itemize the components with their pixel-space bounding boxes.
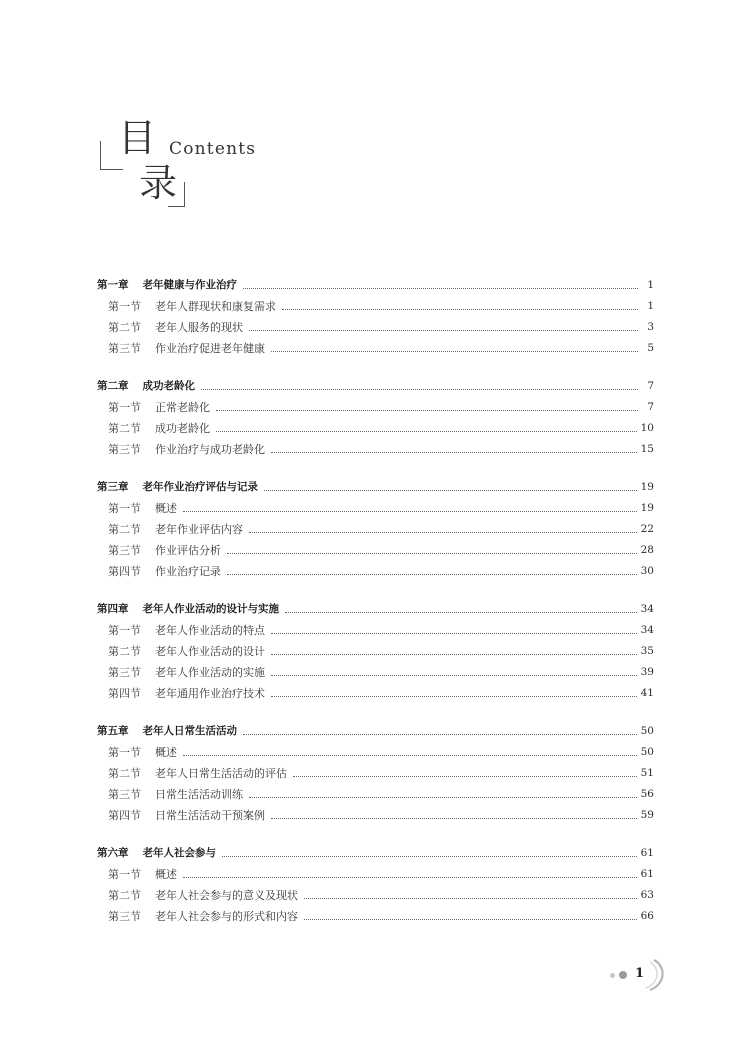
dot-leader: [227, 568, 637, 575]
dot-leader: [201, 383, 638, 390]
chapter-entry-page: 1: [647, 279, 654, 291]
section-entry-title: 老年人社会参与的意义及现状: [155, 889, 298, 902]
section-entry-page: 10: [640, 422, 654, 434]
heading-char-2: 录: [139, 161, 178, 205]
dot-leader: [271, 690, 637, 697]
section-entry-number: 第三节: [108, 910, 141, 923]
section-entry[interactable]: [97, 742, 654, 763]
section-entry-title: 概述: [155, 746, 177, 759]
section-entry-page: 41: [640, 687, 654, 699]
section-entry[interactable]: [97, 540, 654, 561]
chapter-entry[interactable]: [97, 376, 654, 397]
chapter-block: [97, 477, 654, 582]
section-entry-number: 第三节: [108, 342, 141, 355]
section-entry-title: 老年人作业活动的特点: [155, 624, 265, 637]
section-entry[interactable]: [97, 885, 654, 906]
dot-leader: [271, 345, 638, 352]
dot-leader: [304, 913, 637, 920]
chapter-entry-number: 第六章: [97, 847, 129, 859]
section-entry[interactable]: [97, 498, 654, 519]
chapter-entry-title: 老年人作业活动的设计与实施: [142, 603, 279, 615]
section-entry-page: 5: [647, 342, 654, 354]
section-entry[interactable]: [97, 864, 654, 885]
section-entry-title: 日常生活活动训练: [155, 788, 243, 801]
section-entry-title: 作业治疗促进老年健康: [155, 342, 265, 355]
section-entry-page: 63: [640, 889, 654, 901]
chapter-entry-page: 50: [640, 725, 654, 737]
dot-leader: [271, 627, 637, 634]
section-entry-title: 老年人作业活动的实施: [155, 666, 265, 679]
chapter-entry-number: 第三章: [97, 481, 129, 493]
chapter-entry-title: 老年作业治疗评估与记录: [142, 481, 258, 493]
section-entry[interactable]: [97, 620, 654, 641]
section-entry-page: 61: [640, 868, 654, 880]
section-entry-number: 第二节: [108, 523, 141, 536]
section-entry-number: 第一节: [108, 502, 141, 515]
section-entry-page: 39: [640, 666, 654, 678]
section-entry-title: 概述: [155, 502, 177, 515]
section-entry[interactable]: [97, 662, 654, 683]
chapter-entry-page: 61: [640, 847, 654, 859]
section-entry-number: 第一节: [108, 624, 141, 637]
chapter-entry-number: 第一章: [97, 279, 129, 291]
dot-leader: [285, 606, 637, 613]
section-entry[interactable]: [97, 906, 654, 927]
chapter-block: [97, 275, 654, 359]
dot-leader: [293, 770, 637, 777]
decorative-dot-large: [619, 971, 627, 979]
section-entry-number: 第四节: [108, 687, 141, 700]
section-entry-page: 28: [640, 544, 654, 556]
page-number: 1: [635, 966, 645, 981]
section-entry-number: 第四节: [108, 809, 141, 822]
section-entry-title: 老年人服务的现状: [155, 321, 243, 334]
section-entry-title: 日常生活活动干预案例: [155, 809, 265, 822]
dot-leader: [271, 648, 637, 655]
section-entry-page: 30: [640, 565, 654, 577]
dot-leader: [282, 303, 638, 310]
section-entry-number: 第一节: [108, 868, 141, 881]
chapter-entry[interactable]: [97, 599, 654, 620]
section-entry-page: 3: [647, 321, 654, 333]
toc-heading: [0, 0, 750, 230]
dot-leader: [216, 404, 638, 411]
section-entry-number: 第二节: [108, 645, 141, 658]
section-entry-page: 15: [640, 443, 654, 455]
section-entry[interactable]: [97, 519, 654, 540]
heading-char-1: 目: [118, 116, 157, 160]
dot-leader: [249, 324, 638, 331]
chapter-block: [97, 376, 654, 460]
section-entry-title: 作业治疗与成功老龄化: [155, 443, 265, 456]
section-entry-page: 51: [640, 767, 654, 779]
section-entry[interactable]: [97, 784, 654, 805]
section-entry-page: 19: [640, 502, 654, 514]
dot-leader: [271, 446, 637, 453]
section-entry-number: 第三节: [108, 544, 141, 557]
swoosh-icon: [640, 958, 668, 992]
chapter-entry-number: 第五章: [97, 725, 129, 737]
section-entry[interactable]: [97, 683, 654, 704]
section-entry-page: 59: [640, 809, 654, 821]
dot-leader: [183, 871, 637, 878]
section-entry-number: 第二节: [108, 889, 141, 902]
section-entry-number: 第三节: [108, 443, 141, 456]
dot-leader: [304, 892, 637, 899]
section-entry[interactable]: [97, 561, 654, 582]
section-entry-title: 老年人作业活动的设计: [155, 645, 265, 658]
dot-leader: [249, 526, 637, 533]
section-entry-title: 概述: [155, 868, 177, 881]
section-entry[interactable]: [97, 397, 654, 418]
section-entry-title: 成功老龄化: [155, 422, 210, 435]
section-entry-page: 7: [647, 401, 654, 413]
section-entry-title: 作业治疗记录: [155, 565, 221, 578]
section-entry-number: 第一节: [108, 746, 141, 759]
section-entry-number: 第一节: [108, 401, 141, 414]
section-entry-title: 老年人日常生活活动的评估: [155, 767, 287, 780]
dot-leader: [243, 728, 637, 735]
chapter-entry-title: 老年健康与作业治疗: [142, 279, 237, 291]
chapter-entry-title: 成功老龄化: [142, 380, 195, 392]
section-entry-title: 老年通用作业治疗技术: [155, 687, 265, 700]
section-entry-page: 1: [647, 300, 654, 312]
section-entry-number: 第二节: [108, 321, 141, 334]
dot-leader: [222, 850, 637, 857]
chapter-entry[interactable]: [97, 275, 654, 296]
dot-leader: [227, 547, 637, 554]
section-entry-title: 作业评估分析: [155, 544, 221, 557]
chapter-entry-number: 第二章: [97, 380, 129, 392]
section-entry[interactable]: [97, 296, 654, 317]
dot-leader: [249, 791, 637, 798]
chapter-entry-page: 7: [647, 380, 654, 392]
section-entry-page: 56: [640, 788, 654, 800]
section-entry-number: 第二节: [108, 422, 141, 435]
chapter-entry-page: 19: [640, 481, 654, 493]
section-entry[interactable]: [97, 418, 654, 439]
section-entry-number: 第二节: [108, 767, 141, 780]
table-of-contents: [97, 275, 654, 944]
section-entry-number: 第四节: [108, 565, 141, 578]
chapter-block: [97, 843, 654, 927]
section-entry[interactable]: [97, 805, 654, 826]
chapter-block: [97, 599, 654, 704]
dot-leader: [264, 484, 637, 491]
dot-leader: [271, 812, 637, 819]
dot-leader: [183, 749, 637, 756]
section-entry-number: 第一节: [108, 300, 141, 313]
chapter-entry[interactable]: [97, 721, 654, 742]
chapter-entry-number: 第四章: [97, 603, 129, 615]
section-entry-number: 第三节: [108, 788, 141, 801]
section-entry-page: 22: [640, 523, 654, 535]
section-entry-title: 老年作业评估内容: [155, 523, 243, 536]
section-entry[interactable]: [97, 439, 654, 460]
section-entry[interactable]: [97, 763, 654, 784]
section-entry[interactable]: [97, 641, 654, 662]
section-entry-page: 34: [640, 624, 654, 636]
dot-leader: [216, 425, 637, 432]
dot-leader: [183, 505, 637, 512]
section-entry-page: 66: [640, 910, 654, 922]
section-entry[interactable]: [97, 317, 654, 338]
chapter-block: [97, 721, 654, 826]
chapter-entry[interactable]: [97, 477, 654, 498]
section-entry-title: 老年人社会参与的形式和内容: [155, 910, 298, 923]
chapter-entry-title: 老年人日常生活活动: [142, 725, 237, 737]
dot-leader: [243, 282, 638, 289]
chapter-entry-page: 34: [640, 603, 654, 615]
page-footer: [610, 956, 670, 996]
decorative-dot-small: [610, 973, 615, 978]
section-entry-title: 老年人群现状和康复需求: [155, 300, 276, 313]
chapter-entry-title: 老年人社会参与: [142, 847, 216, 859]
section-entry-title: 正常老龄化: [155, 401, 210, 414]
dot-leader: [271, 669, 637, 676]
chapter-entry[interactable]: [97, 843, 654, 864]
section-entry-number: 第三节: [108, 666, 141, 679]
section-entry-page: 35: [640, 645, 654, 657]
section-entry[interactable]: [97, 338, 654, 359]
section-entry-page: 50: [640, 746, 654, 758]
heading-english: Contents: [169, 139, 257, 159]
